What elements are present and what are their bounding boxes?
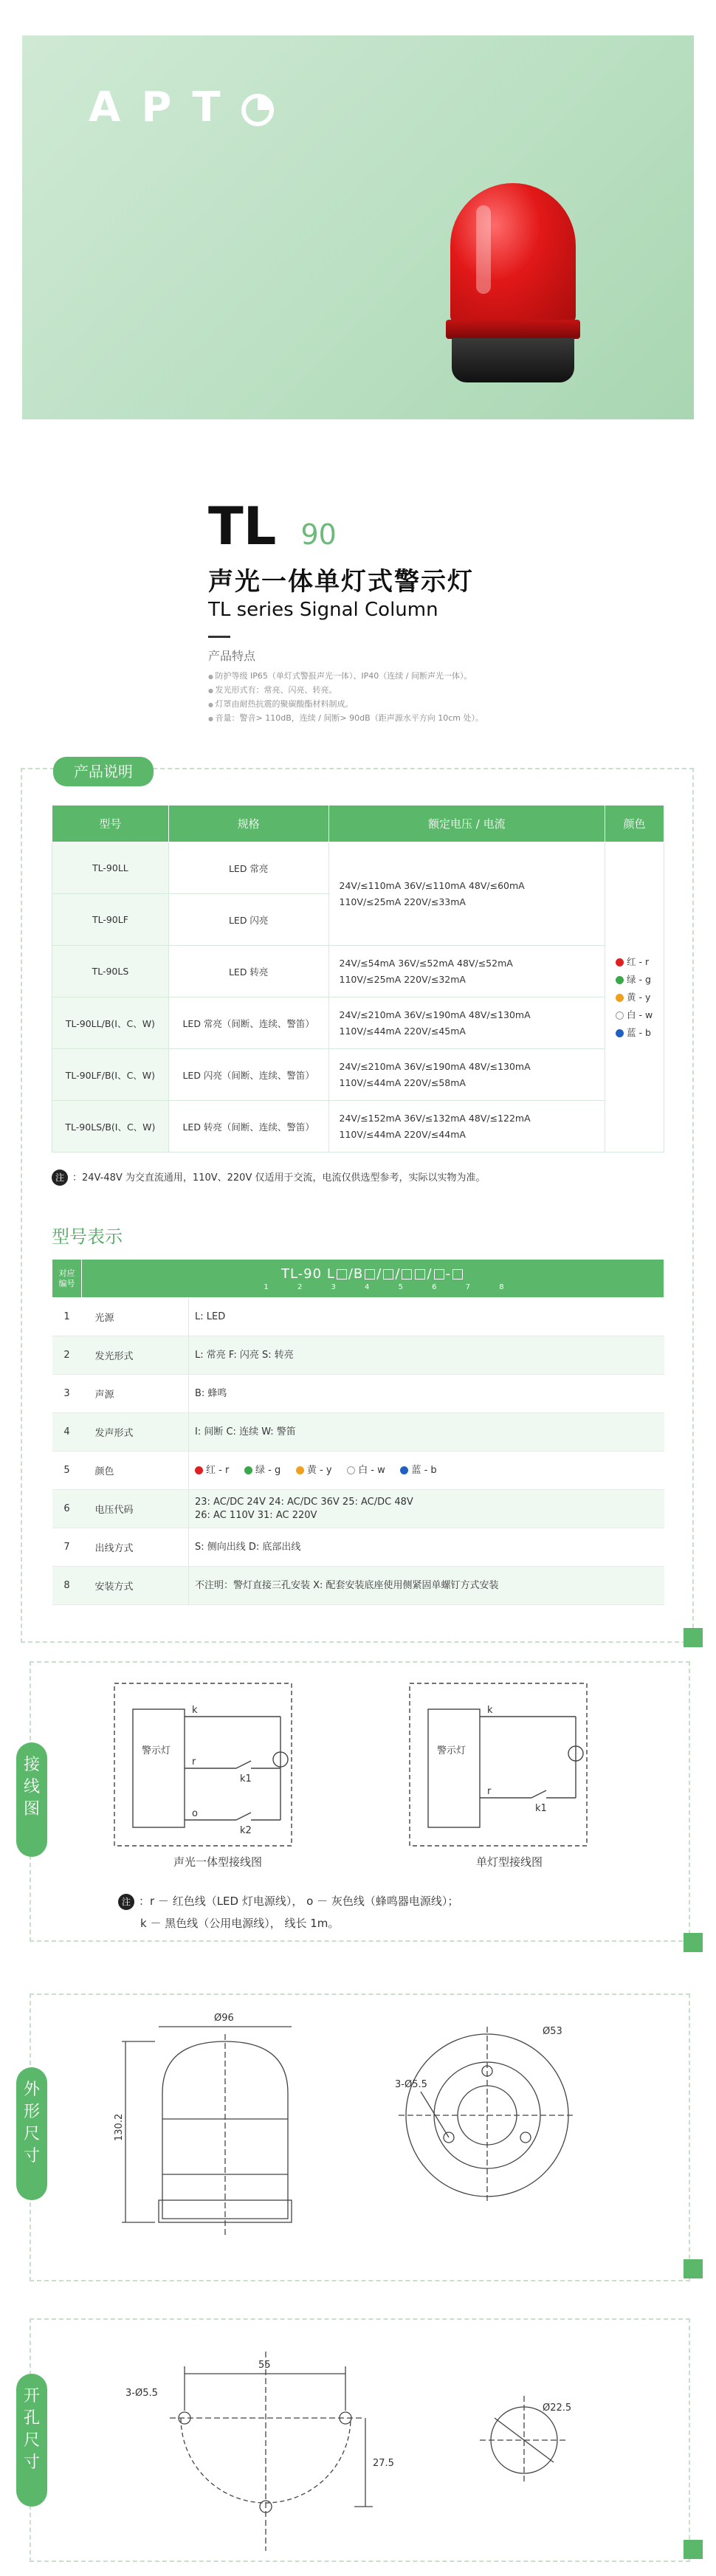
spec-cell: LED 闪亮（间断、连续、警笛）	[168, 1049, 328, 1101]
voltage-cell: 24V/≤210mA 36V/≤190mA 48V/≤130mA 110V/≤44mA 220V/≤58mA	[328, 1049, 605, 1101]
svg-text:Ø22.5: Ø22.5	[543, 2402, 572, 2414]
spec-cell: LED 常亮（间断、连续、警笛）	[168, 997, 328, 1049]
wiring-tab: 接线图	[16, 1742, 47, 1857]
svg-text:55: 55	[258, 2360, 271, 2371]
divider	[208, 636, 230, 638]
spec-cell: LED 转亮	[168, 946, 328, 997]
svg-text:3-Ø5.5: 3-Ø5.5	[125, 2388, 158, 2399]
svg-text:单灯型接线图: 单灯型接线图	[476, 1855, 543, 1869]
svg-text:k1: k1	[535, 1803, 547, 1814]
svg-text:k2: k2	[240, 1825, 252, 1836]
svg-text:k: k	[192, 1705, 198, 1716]
english-title: TL series Signal Column	[208, 599, 438, 621]
model-cell: TL-90LS	[52, 946, 169, 997]
feature-item: ● 音量：警音> 110dB，连续 / 间断> 90dB（距声源水平方向 10cm 处）。	[208, 712, 681, 726]
table-row	[52, 1049, 664, 1101]
col-header-model: 型号	[52, 806, 169, 842]
table-row	[52, 946, 664, 997]
color-options-cell: 红 - r 绿 - g 黄 - y 白 - w 蓝 - b	[605, 842, 664, 1153]
table-row	[52, 997, 664, 1049]
svg-text:r: r	[487, 1786, 492, 1797]
product-title-block	[208, 496, 681, 726]
spec-cell: LED 闪亮	[168, 894, 328, 946]
wiring-diagrams	[103, 1672, 664, 1872]
outline-drawing	[111, 2005, 657, 2248]
code-col-header: 对应 编号	[52, 1260, 82, 1298]
features-heading: 产品特点	[208, 649, 256, 663]
dimensions-tab: 外形尺寸	[16, 2067, 47, 2200]
brand-logo: APT	[89, 83, 274, 131]
feature-item: ● 灯罩由耐热抗震的聚碳酸酯材料制成。	[208, 698, 681, 712]
note-icon: 注	[118, 1894, 134, 1910]
svg-text:o: o	[192, 1808, 198, 1819]
spec-cell: LED 转亮（间断、连续、警笛）	[168, 1101, 328, 1153]
corner-square	[684, 1628, 703, 1647]
model-code-heading: 型号表示	[52, 1226, 123, 1247]
note-icon: 注	[52, 1169, 68, 1186]
model-cell: TL-90LF/B(I、C、W)	[52, 1049, 169, 1101]
svg-text:警示灯: 警示灯	[437, 1745, 467, 1756]
voltage-cell: 24V/≤152mA 36V/≤132mA 48V/≤122mA 110V/≤44mA 220V/≤44mA	[328, 1101, 605, 1153]
corner-square	[684, 2540, 703, 2559]
model-title: TL	[208, 496, 277, 557]
spec-cell: LED 常亮	[168, 842, 328, 894]
model-cell: TL-90LS/B(I、C、W)	[52, 1101, 169, 1153]
svg-text:声光一体型接线图: 声光一体型接线图	[173, 1855, 263, 1869]
product-note: 注 ：24V-48V 为交直流通用，110V、220V 仅适用于交流，电流仅供选型参考，实际以实物为准。	[52, 1169, 485, 1186]
model-cell: TL-90LL	[52, 842, 169, 894]
corner-square	[684, 1933, 703, 1952]
table-row: 2 发光形式 L: 常亮 F: 闪亮 S: 转亮	[52, 1336, 664, 1375]
model-code-table	[52, 1259, 664, 1605]
voltage-cell: 24V/≤210mA 36V/≤190mA 48V/≤130mA 110V/≤44mA 220V/≤45mA	[328, 997, 605, 1049]
feature-item: ● 发光形式有：常亮、闪亮、转亮。	[208, 684, 681, 698]
svg-text:Ø96: Ø96	[214, 2013, 234, 2024]
col-header-color: 颜色	[605, 806, 664, 842]
wiring-note: 注 ：r － 红色线（LED 灯电源线）， o － 灰色线（蜂鸣器电源线）； k － 黑色线（公用电源线）， 线长 1m。	[118, 1890, 458, 1934]
table-row: 6 电压代码 23: AC/DC 24V 24: AC/DC 36V 25: AC/DC 48V 26: AC 110V 31: AC 220V	[52, 1490, 664, 1528]
product-table	[52, 805, 664, 1153]
table-row: 5 颜色 红 - r 绿 - g 黄 - y 白 - w 蓝 - b	[52, 1452, 664, 1490]
chinese-title: 声光一体单灯式警示灯	[208, 567, 474, 597]
model-cell: TL-90LF	[52, 894, 169, 946]
voltage-cell: 24V/≤110mA 36V/≤110mA 48V/≤60mA 110V/≤25mA 220V/≤33mA	[328, 842, 605, 946]
series-number: 90	[300, 518, 337, 551]
svg-text:警示灯: 警示灯	[142, 1745, 171, 1756]
voltage-cell: 24V/≤54mA 36V/≤52mA 48V/≤52mA 110V/≤25mA 220V/≤32mA	[328, 946, 605, 997]
svg-text:k: k	[487, 1705, 493, 1716]
svg-text:Ø53: Ø53	[543, 2026, 562, 2037]
col-header-spec: 规格	[168, 806, 328, 842]
svg-text:r: r	[192, 1756, 196, 1768]
cutout-drawing	[111, 2337, 657, 2558]
table-row: 3 声源 B: 蜂鸣	[52, 1375, 664, 1413]
hero-banner	[22, 35, 694, 419]
product-image-signal-lamp	[443, 183, 583, 405]
cutout-tab: 开孔尺寸	[16, 2374, 47, 2507]
table-row: 8 安装方式 不注明：警灯直接三孔安装 X: 配套安装底座使用侧紧固单螺钉方式安装	[52, 1567, 664, 1605]
product-description-tab: 产品说明	[53, 757, 154, 786]
model-cell: TL-90LL/B(I、C、W)	[52, 997, 169, 1049]
code-header: TL-90 L /B / / / - 1 2 3 4 5 6 7 8	[82, 1260, 664, 1298]
feature-item: ● 防护等级 IP65（单灯式警报声光一体）、IP40（连续 / 间断声光一体）。	[208, 670, 681, 684]
svg-text:130.2: 130.2	[114, 2113, 125, 2141]
svg-text:k1: k1	[240, 1773, 252, 1785]
table-row	[52, 842, 664, 894]
corner-square	[684, 2259, 703, 2278]
svg-text:3-Ø5.5: 3-Ø5.5	[395, 2079, 427, 2090]
svg-text:27.5: 27.5	[373, 2458, 394, 2469]
table-row: 7 出线方式 S: 侧向出线 D: 底部出线	[52, 1528, 664, 1567]
col-header-voltage: 额定电压 / 电流	[328, 806, 605, 842]
color-codes: 红 - r 绿 - g 黄 - y 白 - w 蓝 - b	[189, 1452, 664, 1490]
table-row	[52, 1101, 664, 1153]
features-list	[208, 670, 681, 726]
table-row: 4 发声形式 I: 间断 C: 连续 W: 警笛	[52, 1413, 664, 1452]
table-row: 1 光源 L: LED	[52, 1298, 664, 1336]
